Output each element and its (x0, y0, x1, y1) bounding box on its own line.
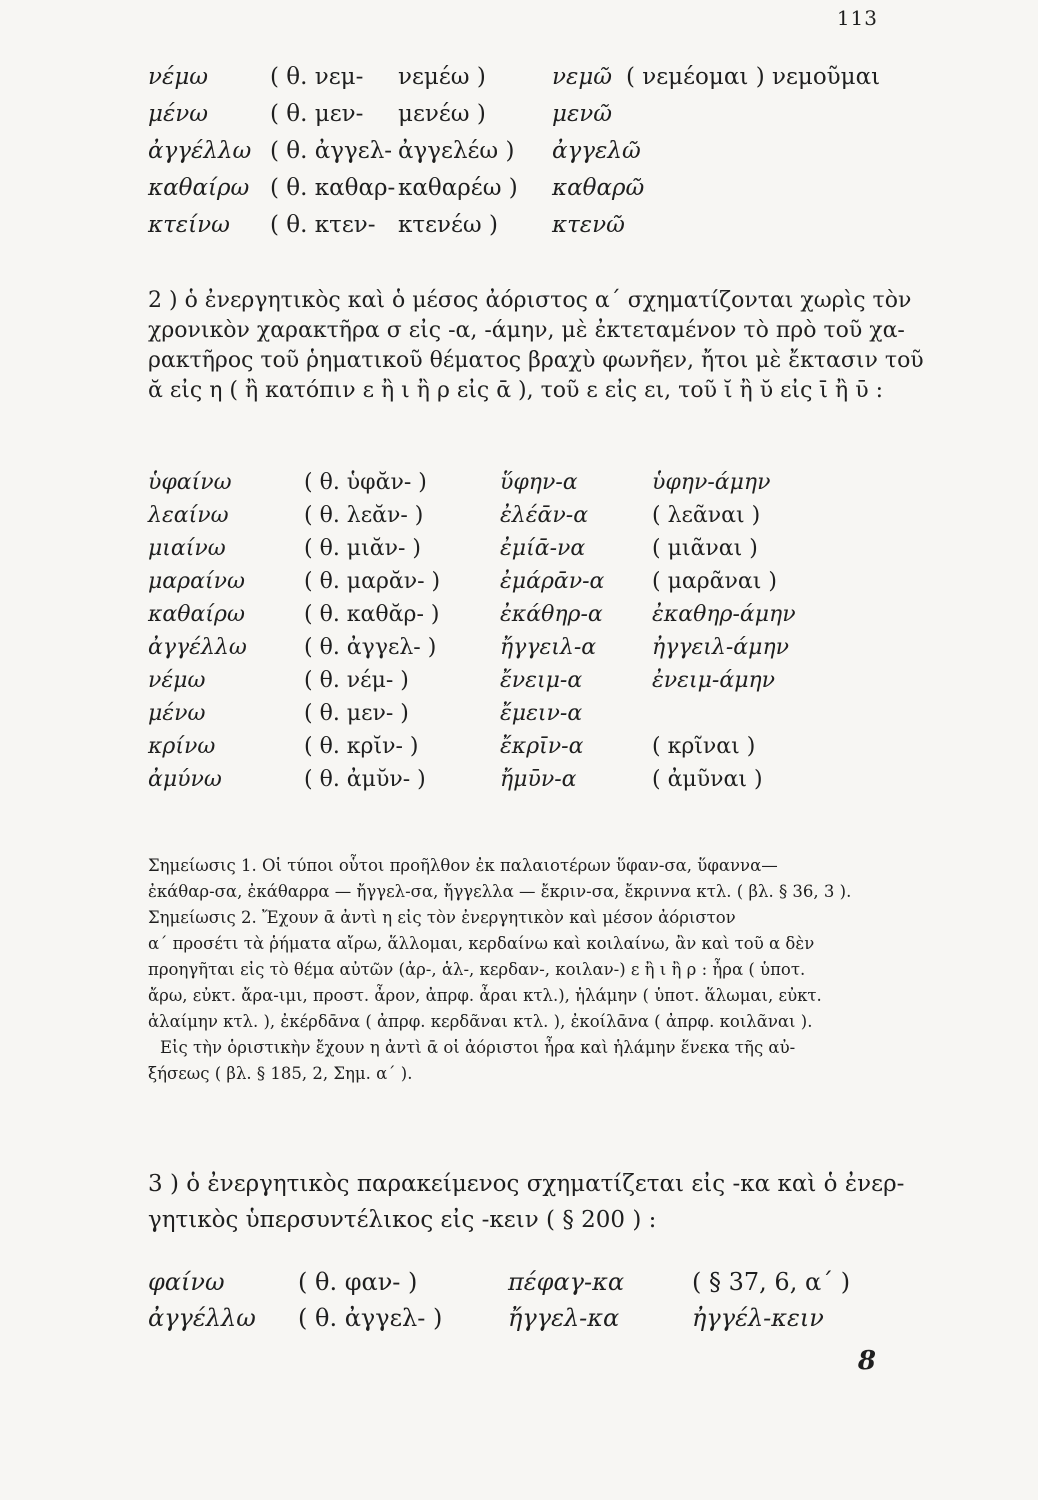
book-page: 113 νέμω ( θ. νεμ- νεμέω ) νεμῶ ( νεμέομαι ) νεμοῦμαι μένω ( θ. μεν- μενέω ) μενῶ ἀγγέλλω ( θ. ἀγγελ- ἀγγελέω ) ἀγγελῶ καθαίρω ( θ. καθαρ- καθαρέω ) καθαρῶ κτείνω ( θ. κτεν- κτενέω ) κτενῶ 2 ) ὁ ἐνεργητικὸς καὶ ὁ μέσος ἀόριστος α΄ σχηματίζονται χωρὶς τὸν χρονικὸν χαρακτῆρα σ εἰς -α, -άμην, μὲ ἐκτεταμένον τὸ πρὸ τοῦ χα- ρακτῆρος τοῦ ῥηματικοῦ θέματος βραχὺ φωνῆεν, ἤτοι μὲ ἔκτασιν τοῦ ᾰ εἰς η ( ἢ κατόπιν ε ἢ ι ἢ ρ εἰς ᾱ ), τοῦ ε εἰς ει, τοῦ ῐ ἢ ῠ εἰς ῑ ἢ ῡ : ὑφαίνω ( θ. ὑφᾰν- ) ὕφην-α ὑφην-άμην λεαίνω ( θ. λεᾰν- ) ἐλέᾱν-α ( λεᾶναι ) μιαίνω ( θ. μιᾰν- ) ἐμίᾱ-να ( μιᾶναι ) μαραίνω ( θ. μαρᾰν- ) ἐμάρᾱν-α ( μαρᾶναι ) καθαίρω ( θ. καθᾰρ- ) ἐκάθηρ-α ἐκαθηρ-άμην ἀγγέλλω ( θ. ἀγγελ- ) ἤγγειλ-α ἠγγειλ-άμην νέμω ( θ. νέμ- ) ἔνειμ-α ἐνειμ-άμην μένω ( θ. μεν- ) ἔμειν-α κρίνω ( θ. κρῐν- ) ἔκρῑν-α ( κρῖναι ) ἀμύνω ( θ. ἀμῠν- ) ἤμῡν-α ( ἀμῦναι ) Σημείωσις 1. Οἱ τύποι οὗτοι προῆλθον ἐκ παλαιοτέρων ὕφαν-σα, ὕφαννα— ἐκάθαρ-σα, ἐκάθαρρα — ἤγγελ-σα, ἤγγελλα — ἔκριν-σα, ἔκριννα κτλ. ( βλ. § 36, 3 ). Σημείωσις 2. Ἔχουν ᾱ ἀντὶ η εἰς τὸν ἐνεργητικὸν καὶ μέσον ἀόριστον α΄ προσέτι τὰ ῥήματα αἴρω, ἅλλομαι, κερδαίνω καὶ κοιλαίνω, ἂν καὶ τοῦ α δὲν προηγῆται εἰς τὸ θέμα αὐτῶν (ἀρ-, ἁλ-, κερδαν-, κοιλαν-) ε ἢ ι ἢ ρ : ἦρα ( ὑποτ. ἄρω, εὐκτ. ἄρα-ιμι, προστ. ἆρον, ἀπρφ. ἆραι κτλ.), ἡλάμην ( ὑποτ. ἅλωμαι, εὐκτ. ἁλαίμην κτλ. ), ἐκέρδᾱνα ( ἀπρφ. κερδᾶναι κτλ. ), ἐκοίλᾱνα ( ἀπρφ. κοιλᾶναι ). Εἰς τὴν ὁριστικὴν ἔχουν η ἀντὶ ᾱ οἱ ἀόριστοι ἦρα καὶ ἡλάμην ἕνεκα τῆς αὐ- ξήσεως ( βλ. § 185, 2, Σημ. α΄ ). 3 ) ὁ ἐνεργητικὸς παρακείμενος σχηματίζεται εἰς -κα καὶ ὁ ἐνερ- γητικὸς ὑπερσυντέλικος εἰς -κειν ( § 200 ) : φαίνω ( θ. φαν- ) πέφαγ-κα ( § 37, 6, α΄ ) ἀγγέλλω ( θ. ἀγγελ- ) ἤγγελ-κα ἠγγέλ-κειν 8 (0, 0, 1038, 1500)
paragraph-aorist: 2 ) ὁ ἐνεργητικὸς καὶ ὁ μέσος ἀόριστος α΄ σχηματίζονται χωρὶς τὸν χρονικὸν χαρακτῆρα σ εἰς -α, -άμην, μὲ ἐκτεταμένον τὸ πρὸ τοῦ χα- ρακτῆρος τοῦ ῥηματικοῦ θέματος βραχὺ φωνῆεν, ἤτοι μὲ ἔκτασιν τοῦ ᾰ εἰς η ( ἢ κατόπιν ε ἢ ι ἢ ρ εἰς ᾱ ), τοῦ ε εἰς ει, τοῦ ῐ ἢ ῠ εἰς ῑ ἢ ῡ : (148, 288, 924, 403)
printer-signature: 8 (857, 1346, 876, 1376)
paragraph-perfect: 3 ) ὁ ἐνεργητικὸς παρακείμενος σχηματίζεται εἰς -κα καὶ ὁ ἐνερ- γητικὸς ὑπερσυντέλικος εἰς -κειν ( § 200 ) : (148, 1171, 905, 1233)
page-number: 113 (836, 6, 878, 30)
notes-block: Σημείωσις 1. Οἱ τύποι οὗτοι προῆλθον ἐκ παλαιοτέρων ὕφαν-σα, ὕφαννα— ἐκάθαρ-σα, ἐκάθαρρα — ἤγγελ-σα, ἤγγελλα — ἔκριν-σα, ἔκριννα κτλ. ( βλ. § 36, 3 ). Σημείωσις 2. Ἔχουν ᾱ ἀντὶ η εἰς τὸν ἐνεργητικὸν καὶ μέσον ἀόριστον α΄ προσέτι τὰ ῥήματα αἴρω, ἅλλομαι, κερδαίνω καὶ κοιλαίνω, ἂν καὶ τοῦ α δὲν προηγῆται εἰς τὸ θέμα αὐτῶν (ἀρ-, ἁλ-, κερδαν-, κοιλαν-) ε ἢ ι ἢ ρ : ἦρα ( ὑποτ. ἄρω, εὐκτ. ἄρα-ιμι, προστ. ἆρον, ἀπρφ. ἆραι κτλ.), ἡλάμην ( ὑποτ. ἅλωμαι, εὐκτ. ἁλαίμην κτλ. ), ἐκέρδᾱνα ( ἀπρφ. κερδᾶναι κτλ. ), ἐκοίλᾱνα ( ἀπρφ. κοιλᾶναι ). Εἰς τὴν ὁριστικὴν ἔχουν η ἀντὶ ᾱ οἱ ἀόριστοι ἦρα καὶ ἡλάμην ἕνεκα τῆς αὐ- ξήσεως ( βλ. § 185, 2, Σημ. α΄ ). (148, 856, 852, 1083)
